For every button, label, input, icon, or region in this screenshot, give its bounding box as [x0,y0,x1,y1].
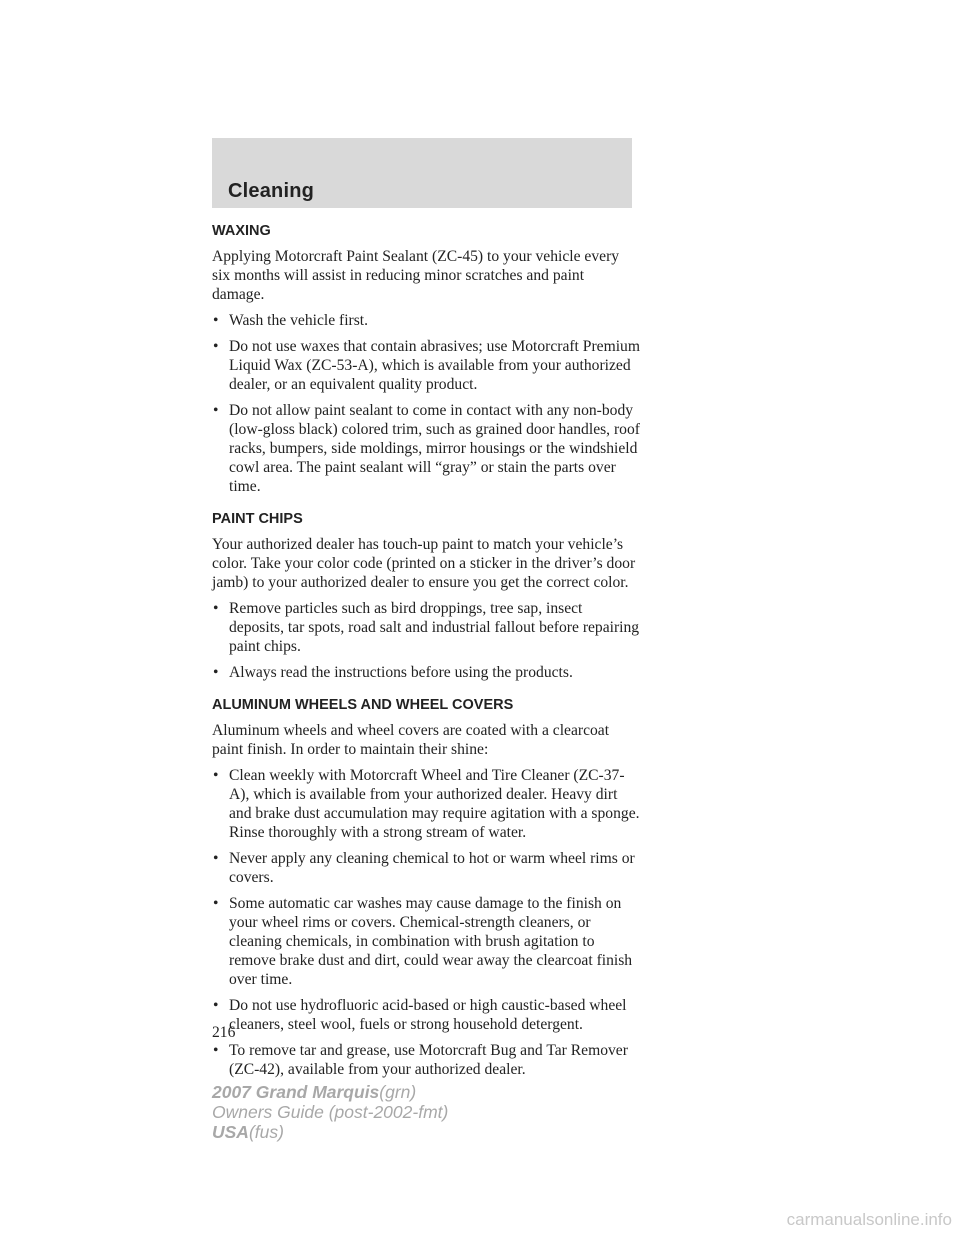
list-item-text: Always read the instructions before using the products. [229,664,573,681]
section-header-band [212,138,632,208]
list-item-text: Remove particles such as bird droppings, tree sap, insect deposits, tar spots, road salt and industrial fallout before repairing paint chips. [229,600,640,655]
bullet-icon: • [213,895,219,912]
bullet-icon: • [213,402,219,419]
list-item-text: Do not use waxes that contain abrasives; use Motorcraft Premium Liquid Wax (ZC-53-A), which is available from your authorized dealer, or an equivalent quality product. [229,338,640,393]
bullet-icon: • [213,1042,219,1059]
list-item-text: Do not allow paint sealant to come in contact with any non-body (low-gloss black) colored trim, such as grained door handles, roof racks, bumpers, side moldings, mirror housings or the windshield cowl area. The paint sealant will “gray” or stain the parts over time. [229,402,640,495]
watermark-text: carmanualsonline.info [786,1210,952,1229]
list-item [212,849,640,887]
bullet-icon: • [213,767,219,784]
footer-market-name: USA [212,1122,249,1142]
footer-market-code: (fus) [248,1122,284,1142]
list-item-text: To remove tar and grease, use Motorcraft Bug and Tar Remover (ZC-42), available from your authorized dealer. [229,1042,628,1078]
list-item-text: Do not use hydrofluoric acid-based or high caustic-based wheel cleaners, steel wool, fuels or strong household detergent. [229,997,627,1033]
section-title: Cleaning [228,180,315,202]
list-item-text: Never apply any cleaning chemical to hot or warm wheel rims or covers. [229,850,635,886]
list-item-text: Wash the vehicle first. [229,312,369,329]
heading-waxing: WAXING [212,223,271,239]
list-item-text: Clean weekly with Motorcraft Wheel and Tire Cleaner (ZC-37-A), which is available from your authorized dealer. Heavy dirt and brake dust accumulation may require agitation with a sponge. Rinse thoroughly with a strong stream of water. [229,767,640,841]
list-item [212,663,640,682]
document-footer [212,1082,448,1142]
list-item [212,337,640,394]
footer-line-guide: Owners Guide (post-2002-fmt) [212,1102,449,1122]
bullet-icon: • [213,600,219,617]
page-number: 216 [212,1024,236,1041]
list-item [212,311,640,330]
paragraph-paint-chips-intro: Your authorized dealer has touch-up paint to match your vehicle’s color. Take your color code (printed on a sticker in the driver’s door jamb) to your authorized dealer to ensure you get the correct color. [212,536,636,591]
list-item [212,599,640,656]
bullet-icon: • [213,338,219,355]
list-item [212,996,640,1034]
bullet-icon: • [213,664,219,681]
paragraph-aluminum-wheels-intro: Aluminum wheels and wheel covers are coated with a clearcoat paint finish. In order to maintain their shine: [212,722,610,758]
bullet-icon: • [213,850,219,867]
paragraph-waxing-intro: Applying Motorcraft Paint Sealant (ZC-45) to your vehicle every six months will assist in reducing minor scratches and paint damage. [212,248,620,303]
footer-model-name: 2007 Grand Marquis [212,1082,380,1102]
bullet-icon: • [213,312,219,329]
footer-model-code: (grn) [379,1082,417,1102]
list-item-text: Some automatic car washes may cause damage to the finish on your wheel rims or covers. Chemical-strength cleaners, or cleaning chemicals, in combination with brush agitation to remove brake dust and dirt, could wear away the clearcoat finish over time. [229,895,633,988]
footer-line-model [212,1082,448,1102]
list-item [212,766,640,842]
bullet-icon: • [213,997,219,1014]
page-content [212,222,640,1086]
footer-line-market [212,1122,448,1142]
list-item [212,1041,640,1079]
heading-paint-chips: PAINT CHIPS [212,511,303,527]
heading-aluminum-wheels: ALUMINUM WHEELS AND WHEEL COVERS [212,697,514,713]
list-item [212,894,640,989]
list-item [212,401,640,496]
